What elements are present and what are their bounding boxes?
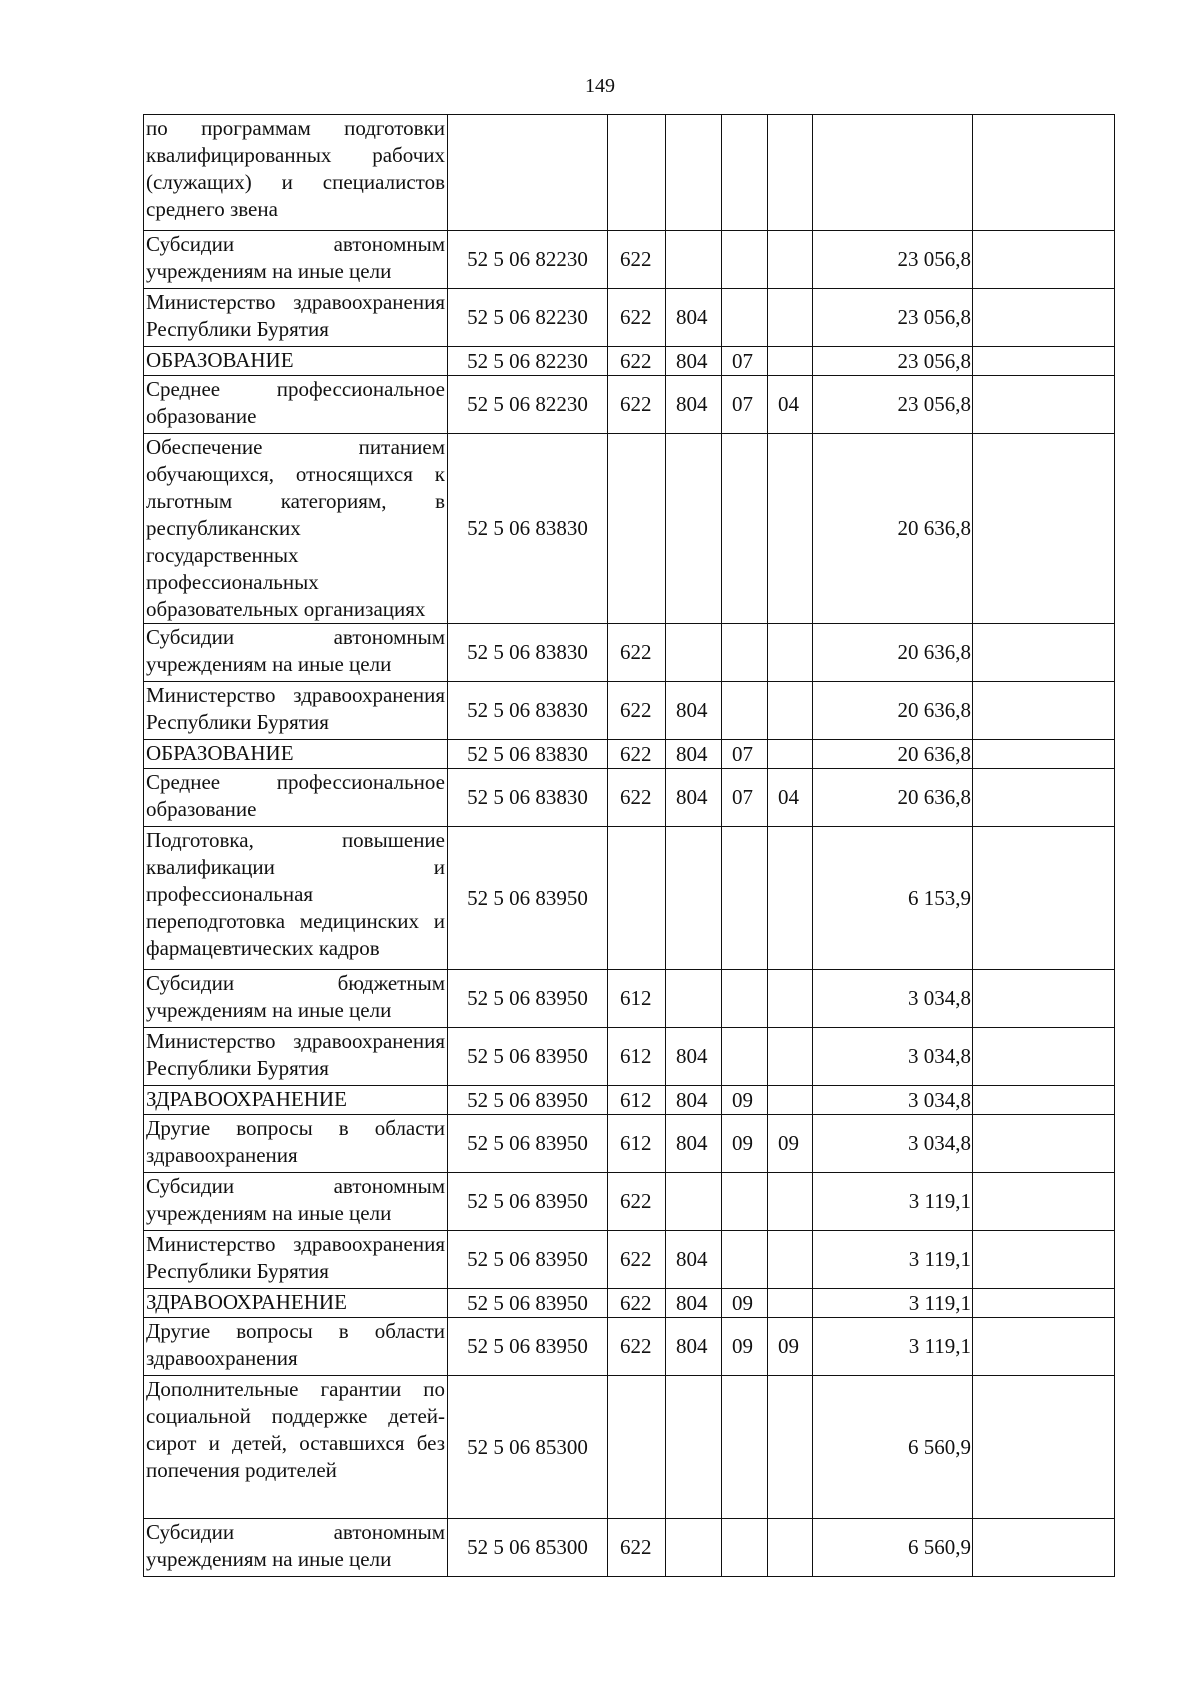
code-cell bbox=[448, 115, 608, 231]
code-cell: 52 5 06 82230 bbox=[448, 289, 608, 347]
vr-cell: 622 bbox=[608, 682, 666, 740]
rz-cell: 09 bbox=[722, 1086, 768, 1115]
pr-cell bbox=[768, 1376, 813, 1519]
sum-cell: 3 034,8 bbox=[813, 1086, 973, 1115]
grbs-cell bbox=[666, 1376, 722, 1519]
code-cell: 52 5 06 82230 bbox=[448, 376, 608, 434]
vr-cell bbox=[608, 115, 666, 231]
grbs-cell bbox=[666, 624, 722, 682]
name-cell: Среднее профессиональное образование bbox=[144, 376, 448, 434]
extra-cell bbox=[973, 1028, 1115, 1086]
extra-cell bbox=[973, 231, 1115, 289]
pr-cell bbox=[768, 740, 813, 769]
grbs-cell: 804 bbox=[666, 1231, 722, 1289]
vr-cell: 622 bbox=[608, 347, 666, 376]
name-cell: Субсидии автономным учреждениям на иные цели bbox=[144, 231, 448, 289]
vr-cell bbox=[608, 434, 666, 624]
pr-cell bbox=[768, 1173, 813, 1231]
page-number: 149 bbox=[585, 75, 615, 97]
rz-cell: 09 bbox=[722, 1115, 768, 1173]
vr-cell: 622 bbox=[608, 1231, 666, 1289]
name-cell: Субсидии автономным учреждениям на иные цели bbox=[144, 1173, 448, 1231]
table-row bbox=[144, 434, 1115, 624]
vr-cell: 622 bbox=[608, 1318, 666, 1376]
name-cell: по программам подготовки квалифицированных рабочих (служащих) и специалистов среднего звена bbox=[144, 115, 448, 231]
sum-cell: 3 119,1 bbox=[813, 1231, 973, 1289]
grbs-cell: 804 bbox=[666, 740, 722, 769]
rz-cell bbox=[722, 827, 768, 970]
pr-cell: 09 bbox=[768, 1115, 813, 1173]
vr-cell: 622 bbox=[608, 376, 666, 434]
code-cell: 52 5 06 83830 bbox=[448, 740, 608, 769]
pr-cell bbox=[768, 231, 813, 289]
rz-cell bbox=[722, 624, 768, 682]
extra-cell bbox=[973, 1289, 1115, 1318]
table-row bbox=[144, 1231, 1115, 1289]
sum-cell: 6 560,9 bbox=[813, 1519, 973, 1577]
extra-cell bbox=[973, 1318, 1115, 1376]
grbs-cell bbox=[666, 231, 722, 289]
grbs-cell: 804 bbox=[666, 1115, 722, 1173]
rz-cell bbox=[722, 1231, 768, 1289]
sum-cell: 23 056,8 bbox=[813, 289, 973, 347]
name-cell: Министерство здравоохранения Республики Бурятия bbox=[144, 682, 448, 740]
name-cell: Другие вопросы в области здравоохранения bbox=[144, 1115, 448, 1173]
table-row bbox=[144, 1028, 1115, 1086]
name-cell: Министерство здравоохранения Республики Бурятия bbox=[144, 289, 448, 347]
grbs-cell: 804 bbox=[666, 1289, 722, 1318]
vr-cell: 612 bbox=[608, 970, 666, 1028]
vr-cell bbox=[608, 1376, 666, 1519]
rz-cell bbox=[722, 1376, 768, 1519]
table-row bbox=[144, 970, 1115, 1028]
extra-cell bbox=[973, 740, 1115, 769]
grbs-cell bbox=[666, 115, 722, 231]
extra-cell bbox=[973, 1376, 1115, 1519]
name-cell: ЗДРАВООХРАНЕНИЕ bbox=[144, 1086, 448, 1115]
rz-cell bbox=[722, 1519, 768, 1577]
sum-cell: 20 636,8 bbox=[813, 682, 973, 740]
code-cell: 52 5 06 83950 bbox=[448, 1115, 608, 1173]
name-cell: ОБРАЗОВАНИЕ bbox=[144, 740, 448, 769]
code-cell: 52 5 06 82230 bbox=[448, 347, 608, 376]
extra-cell bbox=[973, 1086, 1115, 1115]
table-row bbox=[144, 1086, 1115, 1115]
vr-cell: 622 bbox=[608, 231, 666, 289]
code-cell: 52 5 06 85300 bbox=[448, 1519, 608, 1577]
pr-cell bbox=[768, 347, 813, 376]
table-row bbox=[144, 827, 1115, 970]
extra-cell bbox=[973, 769, 1115, 827]
sum-cell: 6 153,9 bbox=[813, 827, 973, 970]
grbs-cell: 804 bbox=[666, 1086, 722, 1115]
table-row bbox=[144, 624, 1115, 682]
extra-cell bbox=[973, 347, 1115, 376]
grbs-cell bbox=[666, 970, 722, 1028]
code-cell: 52 5 06 83950 bbox=[448, 827, 608, 970]
sum-cell: 3 034,8 bbox=[813, 1115, 973, 1173]
table-row bbox=[144, 376, 1115, 434]
grbs-cell: 804 bbox=[666, 1318, 722, 1376]
vr-cell: 612 bbox=[608, 1086, 666, 1115]
rz-cell: 07 bbox=[722, 347, 768, 376]
pr-cell bbox=[768, 289, 813, 347]
vr-cell: 612 bbox=[608, 1115, 666, 1173]
table-row bbox=[144, 231, 1115, 289]
name-cell: Среднее профессиональное образование bbox=[144, 769, 448, 827]
vr-cell: 622 bbox=[608, 1289, 666, 1318]
table-row bbox=[144, 740, 1115, 769]
table-row bbox=[144, 115, 1115, 231]
extra-cell bbox=[973, 1173, 1115, 1231]
sum-cell: 3 119,1 bbox=[813, 1318, 973, 1376]
name-cell: Министерство здравоохранения Республики Бурятия bbox=[144, 1028, 448, 1086]
name-cell: Субсидии автономным учреждениям на иные цели bbox=[144, 1519, 448, 1577]
sum-cell: 23 056,8 bbox=[813, 347, 973, 376]
grbs-cell bbox=[666, 1173, 722, 1231]
sum-cell: 23 056,8 bbox=[813, 376, 973, 434]
rz-cell bbox=[722, 231, 768, 289]
name-cell: Субсидии бюджетным учреждениям на иные цели bbox=[144, 970, 448, 1028]
sum-cell: 20 636,8 bbox=[813, 740, 973, 769]
table-row bbox=[144, 1289, 1115, 1318]
grbs-cell bbox=[666, 434, 722, 624]
rz-cell bbox=[722, 115, 768, 231]
pr-cell bbox=[768, 115, 813, 231]
extra-cell bbox=[973, 1519, 1115, 1577]
table-row bbox=[144, 682, 1115, 740]
grbs-cell: 804 bbox=[666, 347, 722, 376]
name-cell: Министерство здравоохранения Республики Бурятия bbox=[144, 1231, 448, 1289]
grbs-cell: 804 bbox=[666, 769, 722, 827]
name-cell: Обеспечение питанием обучающихся, относящихся к льготным категориям, в республиканских государственных профессиональных образовательных организациях bbox=[144, 434, 448, 624]
code-cell: 52 5 06 83950 bbox=[448, 970, 608, 1028]
table-row bbox=[144, 347, 1115, 376]
pr-cell: 09 bbox=[768, 1318, 813, 1376]
table-row bbox=[144, 1376, 1115, 1519]
vr-cell: 622 bbox=[608, 740, 666, 769]
name-cell: Подготовка, повышение квалификации и профессиональная переподготовка медицинских и фармацевтических кадров bbox=[144, 827, 448, 970]
name-cell: Другие вопросы в области здравоохранения bbox=[144, 1318, 448, 1376]
code-cell: 52 5 06 83950 bbox=[448, 1289, 608, 1318]
table-body bbox=[144, 115, 1115, 1577]
vr-cell: 622 bbox=[608, 624, 666, 682]
pr-cell bbox=[768, 970, 813, 1028]
code-cell: 52 5 06 83830 bbox=[448, 434, 608, 624]
code-cell: 52 5 06 83950 bbox=[448, 1318, 608, 1376]
rz-cell bbox=[722, 682, 768, 740]
extra-cell bbox=[973, 434, 1115, 624]
extra-cell bbox=[973, 376, 1115, 434]
code-cell: 52 5 06 85300 bbox=[448, 1376, 608, 1519]
vr-cell bbox=[608, 827, 666, 970]
rz-cell bbox=[722, 289, 768, 347]
extra-cell bbox=[973, 115, 1115, 231]
code-cell: 52 5 06 83830 bbox=[448, 624, 608, 682]
pr-cell bbox=[768, 827, 813, 970]
pr-cell: 04 bbox=[768, 769, 813, 827]
rz-cell: 09 bbox=[722, 1289, 768, 1318]
sum-cell: 23 056,8 bbox=[813, 231, 973, 289]
extra-cell bbox=[973, 289, 1115, 347]
code-cell: 52 5 06 83950 bbox=[448, 1173, 608, 1231]
grbs-cell: 804 bbox=[666, 682, 722, 740]
rz-cell bbox=[722, 970, 768, 1028]
vr-cell: 622 bbox=[608, 1519, 666, 1577]
sum-cell: 20 636,8 bbox=[813, 624, 973, 682]
name-cell: Субсидии автономным учреждениям на иные цели bbox=[144, 624, 448, 682]
budget-table bbox=[143, 114, 1115, 1577]
table-row bbox=[144, 1115, 1115, 1173]
table-row bbox=[144, 1318, 1115, 1376]
code-cell: 52 5 06 83830 bbox=[448, 682, 608, 740]
pr-cell bbox=[768, 1086, 813, 1115]
sum-cell: 3 034,8 bbox=[813, 1028, 973, 1086]
rz-cell: 07 bbox=[722, 769, 768, 827]
rz-cell bbox=[722, 1173, 768, 1231]
table-row bbox=[144, 1519, 1115, 1577]
table-row bbox=[144, 1173, 1115, 1231]
vr-cell: 622 bbox=[608, 289, 666, 347]
grbs-cell bbox=[666, 1519, 722, 1577]
sum-cell: 3 119,1 bbox=[813, 1289, 973, 1318]
sum-cell: 20 636,8 bbox=[813, 434, 973, 624]
pr-cell bbox=[768, 1519, 813, 1577]
pr-cell bbox=[768, 1289, 813, 1318]
grbs-cell: 804 bbox=[666, 289, 722, 347]
pr-cell bbox=[768, 1028, 813, 1086]
code-cell: 52 5 06 83950 bbox=[448, 1086, 608, 1115]
rz-cell: 07 bbox=[722, 740, 768, 769]
sum-cell: 3 034,8 bbox=[813, 970, 973, 1028]
extra-cell bbox=[973, 970, 1115, 1028]
extra-cell bbox=[973, 1231, 1115, 1289]
sum-cell: 3 119,1 bbox=[813, 1173, 973, 1231]
extra-cell bbox=[973, 682, 1115, 740]
table-row bbox=[144, 289, 1115, 347]
pr-cell: 04 bbox=[768, 376, 813, 434]
grbs-cell bbox=[666, 827, 722, 970]
extra-cell bbox=[973, 1115, 1115, 1173]
rz-cell bbox=[722, 1028, 768, 1086]
code-cell: 52 5 06 83950 bbox=[448, 1231, 608, 1289]
pr-cell bbox=[768, 1231, 813, 1289]
table-row bbox=[144, 769, 1115, 827]
sum-cell bbox=[813, 115, 973, 231]
extra-cell bbox=[973, 624, 1115, 682]
pr-cell bbox=[768, 682, 813, 740]
name-cell: Дополнительные гарантии по социальной поддержке детей-сирот и детей, оставшихся без попечения родителей bbox=[144, 1376, 448, 1519]
code-cell: 52 5 06 83950 bbox=[448, 1028, 608, 1086]
vr-cell: 622 bbox=[608, 1173, 666, 1231]
rz-cell bbox=[722, 434, 768, 624]
code-cell: 52 5 06 83830 bbox=[448, 769, 608, 827]
extra-cell bbox=[973, 827, 1115, 970]
grbs-cell: 804 bbox=[666, 376, 722, 434]
rz-cell: 09 bbox=[722, 1318, 768, 1376]
code-cell: 52 5 06 82230 bbox=[448, 231, 608, 289]
vr-cell: 622 bbox=[608, 769, 666, 827]
sum-cell: 20 636,8 bbox=[813, 769, 973, 827]
vr-cell: 612 bbox=[608, 1028, 666, 1086]
name-cell: ОБРАЗОВАНИЕ bbox=[144, 347, 448, 376]
pr-cell bbox=[768, 434, 813, 624]
rz-cell: 07 bbox=[722, 376, 768, 434]
name-cell: ЗДРАВООХРАНЕНИЕ bbox=[144, 1289, 448, 1318]
pr-cell bbox=[768, 624, 813, 682]
sum-cell: 6 560,9 bbox=[813, 1376, 973, 1519]
grbs-cell: 804 bbox=[666, 1028, 722, 1086]
